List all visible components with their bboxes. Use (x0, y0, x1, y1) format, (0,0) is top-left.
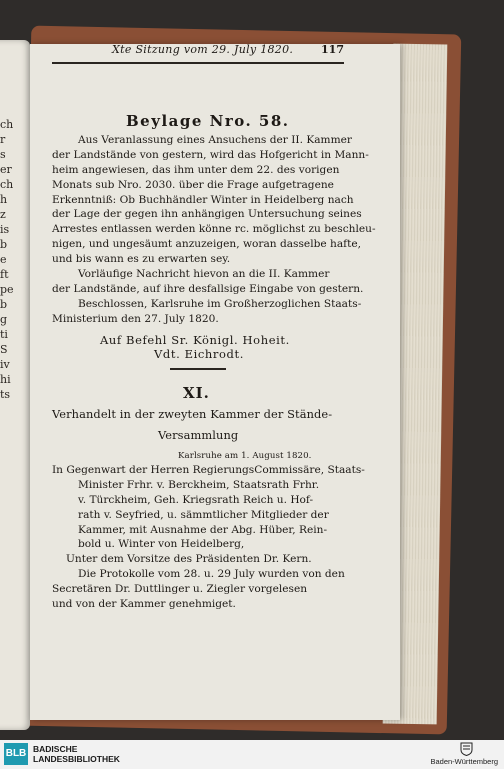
blb-logo[interactable]: BLB (4, 743, 28, 765)
left-margin-fragment: S (0, 343, 8, 356)
text-line: In Gegenwart der Herren RegierungsCommissäre, Staats- (52, 464, 365, 476)
left-margin-fragment: is (0, 223, 10, 236)
section-divider (170, 368, 226, 370)
section-body (52, 464, 365, 613)
left-margin-fragment: ch (0, 178, 14, 191)
left-margin-fragment: r (0, 133, 6, 146)
signature-line: Auf Befehl Sr. Königl. Hoheit. (100, 333, 290, 347)
section-title-line1: Verhandelt in der zweyten Kammer der Stände- (52, 407, 333, 421)
text-line: bold u. Winter von Heidelberg, (78, 538, 245, 551)
left-margin-fragment: hi (0, 373, 11, 386)
library-name-line1: BADISCHE (33, 744, 78, 754)
library-name[interactable] (33, 744, 120, 764)
place-date: Karlsruhe am 1. August 1820. (178, 451, 312, 461)
left-margin-fragment: ti (0, 328, 8, 341)
beylage-heading: Beylage Nro. 58. (126, 112, 290, 130)
left-margin-fragment: s (0, 148, 6, 161)
text-line: Ministerium den 27. July 1820. (52, 312, 219, 325)
text-line: Minister Frhr. v. Berckheim, Staatsrath Frhr. (78, 478, 320, 491)
text-line: der Landstände von gestern, wird das Hofgericht in Mann- (52, 148, 369, 161)
left-margin-fragment: ft (0, 268, 9, 281)
left-margin-fragment: er (0, 163, 12, 176)
text-line: Erkenntniß: Ob Buchhändler Winter in Heidelberg nach (52, 193, 354, 206)
beylage-body (52, 134, 376, 328)
text-line: der Landstände, auf ihre desfallsige Eingabe von gestern. (52, 282, 364, 295)
header-rule (52, 62, 344, 64)
left-margin-fragment: iv (0, 358, 10, 371)
text-line: rath v. Seyfried, u. sämmtlicher Mitglieder der (78, 508, 329, 521)
text-line: Secretären Dr. Duttlinger u. Ziegler vorgelesen (52, 583, 308, 596)
left-margin-fragment: z (0, 208, 6, 221)
left-margin-fragment: g (0, 313, 8, 326)
left-margin-fragment: ch (0, 118, 14, 131)
text-line: nigen, und ungesäumt anzuzeigen, woran dasselbe hafte, (52, 238, 361, 251)
left-margin-fragment: e (0, 253, 7, 266)
left-margin-fragment: b (0, 298, 8, 311)
left-margin-fragment: b (0, 238, 8, 251)
text-line: Die Protokolle vom 28. u. 29 July wurden von den (78, 568, 345, 581)
region-label: Baden-Württemberg (430, 757, 498, 766)
text-line: heim angewiesen, das ihm unter dem 22. des vorigen (52, 163, 340, 176)
text-line: Arrestes entlassen werden könne rc. möglichst zu beschleu- (52, 223, 376, 236)
text-line: Aus Veranlassung eines Ansuchens der II. Kammer (78, 134, 352, 146)
text-line: der Lage der gegen ihn anhängigen Untersuchung seines (52, 208, 362, 221)
text-line: Unter dem Vorsitze des Präsidenten Dr. Kern. (66, 553, 312, 566)
library-name-line2: LANDESBIBLIOTHEK (33, 754, 120, 764)
left-page-edge (0, 40, 30, 730)
text-line: Beschlossen, Karlsruhe im Großherzoglichen Staats- (78, 297, 362, 310)
signer: Vdt. Eichrodt. (154, 347, 244, 361)
text-line: v. Türckheim, Geh. Kriegsrath Reich u. Hof- (78, 493, 314, 506)
left-margin-fragment: pe (0, 283, 14, 296)
left-margin-fragment: ts (0, 388, 11, 401)
text-line: Vorläufige Nachricht hievon an die II. Kammer (78, 268, 330, 281)
running-title: Xte Sitzung vom 29. July 1820. (112, 43, 294, 56)
coat-of-arms-icon (460, 742, 473, 756)
text-line: und bis wann es zu erwarten sey. (52, 253, 231, 266)
text-line: Kammer, mit Ausnahme der Abg. Hüber, Rein- (78, 523, 328, 536)
text-line: Monats sub Nro. 2030. über die Frage aufgetragene (52, 178, 334, 191)
section-title-line2: Versammlung (158, 428, 239, 442)
left-margin-fragment: h (0, 193, 8, 206)
page-number: 117 (321, 43, 344, 56)
section-numeral: XI. (183, 384, 210, 402)
text-line: und von der Kammer genehmiget. (52, 598, 236, 611)
